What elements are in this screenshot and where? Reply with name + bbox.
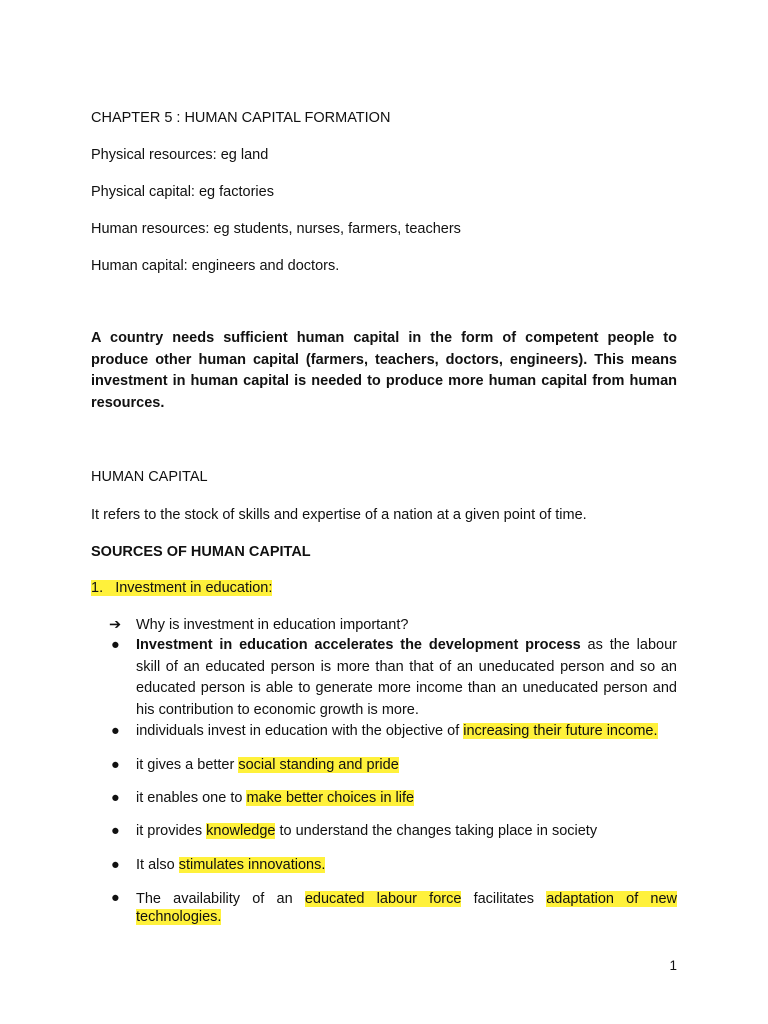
definition-human-capital: Human capital: engineers and doctors.	[91, 258, 340, 274]
bullet-icon: ●	[111, 723, 120, 739]
bullet-4-text: it enables one to	[136, 790, 247, 806]
bullet-7-highlight-1: educated labour force	[304, 891, 462, 907]
numbered-item	[91, 579, 272, 597]
item-text: Investment in education:	[115, 580, 273, 596]
section-definition: It refers to the stock of skills and expertise of a nation at a given point of time.	[91, 507, 587, 523]
bullet-icon: ●	[111, 637, 120, 653]
sources-heading: SOURCES OF HUMAN CAPITAL	[91, 544, 311, 560]
definition-human-resources: Human resources: eg students, nurses, farmers, teachers	[91, 221, 461, 237]
arrow-icon: ➔	[109, 617, 122, 633]
bullet-icon: ●	[111, 757, 120, 773]
bullet-6-highlight: stimulates innovations.	[178, 857, 326, 873]
bullet-item-6	[136, 855, 677, 877]
section-heading: HUMAN CAPITAL	[91, 469, 208, 485]
bullet-icon: ●	[111, 790, 120, 806]
bullet-5-highlight: knowledge	[206, 823, 276, 839]
definition-physical-resources: Physical resources: eg land	[91, 147, 269, 163]
chapter-title: CHAPTER 5 : HUMAN CAPITAL FORMATION	[91, 110, 391, 126]
key-paragraph: A country needs sufficient human capital in the form of competent people to produce other human capital (farmers, teachers, doctors, engineers). This means investment in human capital is needed to produce more human capital from human resources.	[91, 330, 677, 411]
bullet-3-highlight: social standing and pride	[238, 757, 399, 773]
bullet-icon: ●	[111, 890, 120, 906]
bullet-item-5	[136, 821, 677, 843]
bullet-5-post: to understand the changes taking place in society	[275, 823, 598, 839]
bullet-2-text: individuals invest in education with the objective of	[136, 723, 464, 739]
item-number: 1.	[91, 580, 104, 596]
page-number: 1	[669, 958, 677, 973]
bullet-4-highlight: make better choices in life	[246, 790, 415, 806]
bullet-1-rest: as the labour skill of an educated person is more than that of an uneducated person and so an educated person is able to generate more income than an uneducated person and his contribution to economic growth is more.	[136, 637, 677, 718]
bullet-7-highlight-2: adaptation of new technologies.	[136, 891, 678, 925]
bullet-item-1	[136, 635, 677, 721]
arrow-question: Why is investment in education important?	[136, 617, 409, 633]
bullet-1-bold: Investment in education accelerates the development process	[136, 637, 581, 653]
definition-physical-capital: Physical capital: eg factories	[91, 184, 274, 200]
bullet-icon: ●	[111, 823, 120, 839]
bullet-7-mid: facilitates	[461, 891, 547, 907]
bullet-3-text: it gives a better	[136, 757, 239, 773]
bullet-item-7	[136, 890, 677, 926]
bullet-item-3	[136, 755, 677, 777]
bullet-2-highlight: increasing their future income.	[463, 723, 658, 739]
bullet-7-text: The availability of an	[136, 891, 305, 907]
bullet-item-2	[136, 721, 677, 743]
bullet-5-text: it provides	[136, 823, 207, 839]
bullet-icon: ●	[111, 857, 120, 873]
numbered-item-highlight	[91, 580, 272, 596]
bullet-6-text: It also	[136, 857, 179, 873]
bullet-item-4	[136, 788, 677, 810]
